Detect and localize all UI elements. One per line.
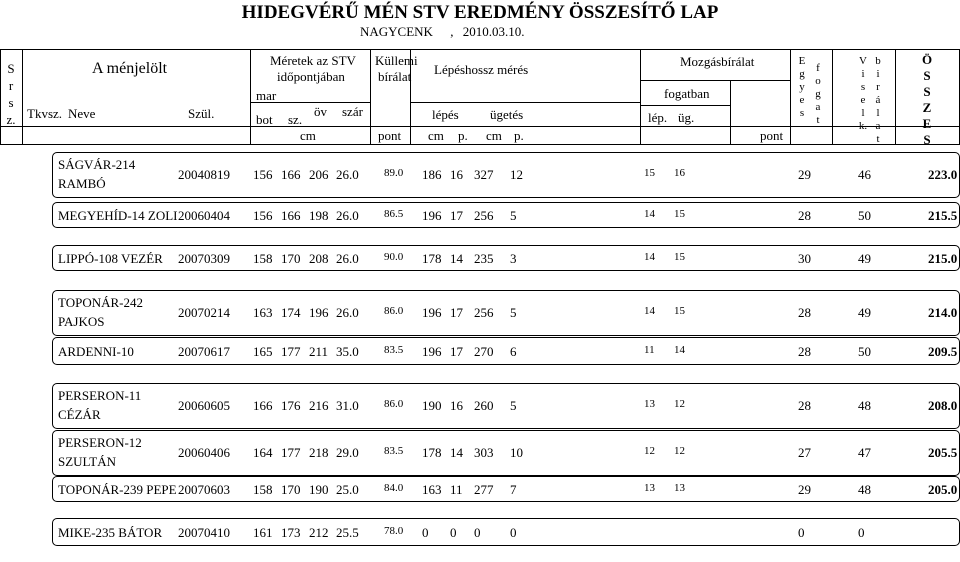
measure-sz-cell: 174 [281, 305, 301, 320]
uget-p-cell: 7 [510, 482, 517, 497]
ug-header: üg. [678, 110, 695, 125]
header-line-lepes [410, 102, 640, 103]
horse-name-2: SZULTÁN [58, 454, 117, 469]
egyes-cell: 29 [798, 167, 811, 182]
lepes-p-cell: 17 [450, 208, 463, 223]
uget-cm-cell: 327 [474, 167, 494, 182]
egyes-letter: g [799, 68, 805, 80]
egyes-cell: 28 [798, 344, 811, 359]
measure-szar-cell: 26.0 [336, 167, 359, 182]
born-cell: 20070617 [178, 344, 230, 359]
mozgas-ug-cell: 12 [674, 398, 685, 410]
visel-cell: 48 [858, 398, 871, 413]
egyes-cell: 0 [798, 525, 805, 540]
serial-letter: z. [6, 112, 16, 127]
mozgas-lep-cell: 13 [644, 482, 655, 494]
mozgas-lep-cell: 14 [644, 251, 655, 263]
born-cell: 20060404 [178, 208, 230, 223]
lepes-cm-cell: 178 [422, 445, 442, 460]
kullem-cell: 83.5 [384, 344, 404, 356]
mozgas-lep-cell: 12 [644, 445, 655, 457]
visel-letter: k. [858, 120, 868, 132]
header-vline [0, 49, 1, 144]
uget-cm-cell: 270 [474, 344, 494, 359]
born-cell: 20070603 [178, 482, 230, 497]
biralat-letter: t [876, 133, 880, 145]
measure-szar-cell: 29.0 [336, 445, 359, 460]
visel-letter: l [861, 107, 865, 119]
fogat-header [812, 62, 824, 127]
mozgas-header: Mozgásbírálat [680, 54, 755, 69]
measure-ov-cell: 208 [309, 251, 329, 266]
header-vline [895, 49, 896, 144]
measure-bot-cell: 164 [253, 445, 273, 460]
measure-sz-cell: 166 [281, 208, 301, 223]
bot-header: bot [256, 112, 273, 127]
horse-name: PERSERON-11 [58, 388, 142, 403]
header-vline [832, 49, 833, 144]
page-title: HIDEGVÉRŰ MÉN STV EREDMÉNY ÖSSZESÍTŐ LAP [241, 2, 719, 23]
szar-header: szár [342, 104, 363, 119]
measure-bot-cell: 156 [253, 167, 273, 182]
visel-letter: e [860, 94, 866, 106]
measure-sz-cell: 176 [281, 398, 301, 413]
table-row [52, 430, 960, 476]
mozgas-lep-cell: 13 [644, 398, 655, 410]
kullemi-pont-unit: pont [378, 128, 402, 143]
header-vline [640, 49, 641, 144]
mozgas-lep-cell: 14 [644, 305, 655, 317]
osszes-letter: Z [922, 100, 932, 115]
egyes-cell: 28 [798, 305, 811, 320]
szul-header: Szül. [188, 106, 215, 121]
biralat-letter: l [876, 107, 880, 119]
egyes-letter: s [799, 107, 805, 119]
mozgas-lep-cell: 15 [644, 167, 655, 179]
egyes-cell: 27 [798, 445, 811, 460]
uget-cm-unit: cm [486, 128, 502, 143]
uget-p-unit: p. [514, 128, 524, 143]
neve-header: Neve [68, 106, 96, 121]
separator: , [450, 24, 454, 39]
osszes-letter: S [923, 132, 931, 147]
horse-name-2: CÉZÁR [58, 407, 101, 422]
lep-header: lép. [648, 110, 668, 125]
uget-p-cell: 10 [510, 445, 523, 460]
kullem-cell: 84.0 [384, 482, 404, 494]
measure-ov-cell: 218 [309, 445, 329, 460]
measure-szar-cell: 26.0 [336, 251, 359, 266]
born-cell: 20070214 [178, 305, 230, 320]
uget-p-cell: 5 [510, 208, 517, 223]
uget-cm-cell: 277 [474, 482, 494, 497]
uget-cm-cell: 303 [474, 445, 494, 460]
lepes-p-cell: 11 [450, 482, 463, 497]
uget-cm-cell: 235 [474, 251, 494, 266]
lepes-cm-cell: 163 [422, 482, 442, 497]
serial-letter: r [8, 78, 14, 93]
uget-p-cell: 6 [510, 344, 517, 359]
egyes-cell: 28 [798, 398, 811, 413]
uget-cm-cell: 0 [474, 525, 481, 540]
osszes-cell: 205.0 [928, 482, 958, 497]
lepes-cm-cell: 196 [422, 305, 442, 320]
header-vline [790, 49, 791, 144]
mozgas-pont-unit: pont [760, 128, 784, 143]
osszes-cell: 205.5 [928, 445, 958, 460]
uget-cm-cell: 256 [474, 305, 494, 320]
visel-cell: 47 [858, 445, 871, 460]
egyes-header [796, 55, 808, 120]
mozgas-ug-cell: 14 [674, 344, 685, 356]
osszes-letter: S [923, 68, 931, 83]
horse-name: TOPONÁR-242 [58, 295, 143, 310]
mozgas-lep-cell: 11 [644, 344, 655, 356]
visel-cell: 0 [858, 525, 865, 540]
measure-szar-cell: 25.5 [336, 525, 359, 540]
osszes-letter: Ö [921, 52, 933, 67]
lepes-cm-cell: 190 [422, 398, 442, 413]
mozgas-ug-cell: 15 [674, 208, 685, 220]
horse-name-2: PAJKOS [58, 314, 105, 329]
mozgas-ug-cell: 13 [674, 482, 685, 494]
header-top-border [0, 49, 960, 50]
visel-cell: 49 [858, 251, 871, 266]
lepes-cm-cell: 186 [422, 167, 442, 182]
visel-cell: 50 [858, 344, 871, 359]
table-row [52, 290, 960, 336]
measure-ov-cell: 198 [309, 208, 329, 223]
candidate-header: A ménjelölt [92, 60, 168, 77]
header-vline [250, 49, 251, 144]
fogat-letter: a [815, 101, 821, 113]
osszes-letter: E [922, 116, 932, 131]
lepes-header: lépés [432, 107, 459, 122]
measure-bot-cell: 161 [253, 525, 273, 540]
event-date: 2010.03.10. [462, 24, 525, 39]
measure-ov-cell: 212 [309, 525, 329, 540]
serial-letter: S [7, 61, 15, 76]
osszes-cell: 208.0 [928, 398, 958, 413]
osszes-header [920, 52, 934, 148]
measure-ov-cell: 190 [309, 482, 329, 497]
osszes-letter: S [923, 84, 931, 99]
table-row [52, 518, 960, 546]
meretek-header: Méretek az STV [270, 53, 356, 68]
header-vline [22, 49, 23, 144]
measure-szar-cell: 35.0 [336, 344, 359, 359]
biralat-letter: b [875, 55, 881, 67]
measure-bot-cell: 163 [253, 305, 273, 320]
horse-name: ARDENNI-10 [58, 344, 134, 359]
egyes-letter: E [798, 55, 806, 67]
horse-name: PERSERON-12 [58, 435, 142, 450]
location: NAGYCENK [360, 24, 433, 39]
mozgas-ug-cell: 15 [674, 251, 685, 263]
uget-p-cell: 5 [510, 398, 517, 413]
visel-letter: V [859, 55, 867, 67]
egyes-cell: 29 [798, 482, 811, 497]
meretek-header-2: időpontjában [277, 69, 345, 84]
kullem-cell: 86.0 [384, 305, 404, 317]
kullemi-header-2: bírálat [378, 69, 412, 84]
kullem-cell: 89.0 [384, 167, 404, 179]
osszes-cell: 209.5 [928, 344, 958, 359]
visel-header [857, 55, 869, 133]
mar-header: mar [256, 88, 277, 103]
osszes-cell: 215.5 [928, 208, 958, 223]
osszes-cell: 215.0 [928, 251, 958, 266]
measure-bot-cell: 158 [253, 251, 273, 266]
cm-unit: cm [300, 128, 316, 143]
ov-header: öv [314, 104, 327, 119]
biralat-letter: r [876, 81, 880, 93]
egyes-letter: e [799, 94, 805, 106]
kullem-cell: 83.5 [384, 445, 404, 457]
fogat-letter: g [815, 88, 821, 100]
serial-letter: s [8, 95, 14, 110]
measure-bot-cell: 156 [253, 208, 273, 223]
kullem-cell: 86.0 [384, 398, 404, 410]
measure-ov-cell: 211 [309, 344, 329, 359]
measure-szar-cell: 26.0 [336, 305, 359, 320]
born-cell: 20040819 [178, 167, 230, 182]
header-vline [730, 80, 731, 144]
measure-bot-cell: 165 [253, 344, 273, 359]
biralat-header [872, 55, 884, 146]
mozgas-lep-cell: 14 [644, 208, 655, 220]
measure-sz-cell: 173 [281, 525, 301, 540]
biralat-letter: á [875, 94, 881, 106]
lepes-p-cell: 14 [450, 445, 463, 460]
table-row [52, 152, 960, 198]
born-cell: 20070410 [178, 525, 230, 540]
visel-cell: 48 [858, 482, 871, 497]
table-row [52, 383, 960, 429]
fogat-letter: o [815, 75, 821, 87]
mozgas-ug-cell: 16 [674, 167, 685, 179]
uget-cm-cell: 260 [474, 398, 494, 413]
measure-bot-cell: 166 [253, 398, 273, 413]
lepes-p-cell: 17 [450, 344, 463, 359]
header-line-mozgas [640, 80, 790, 81]
born-cell: 20070309 [178, 251, 230, 266]
lepes-cm-cell: 196 [422, 208, 442, 223]
measure-ov-cell: 206 [309, 167, 329, 182]
horse-name: MIKE-235 BÁTOR [58, 525, 163, 540]
header-bottom-border [0, 144, 960, 145]
lepes-p-cell: 17 [450, 305, 463, 320]
table-row [52, 337, 960, 365]
visel-letter: s [860, 81, 866, 93]
measure-sz-cell: 170 [281, 251, 301, 266]
lepes-p-cell: 14 [450, 251, 463, 266]
measure-bot-cell: 158 [253, 482, 273, 497]
kullemi-header: Küllemi [375, 53, 418, 68]
biralat-letter: i [876, 68, 880, 80]
measure-sz-cell: 177 [281, 344, 301, 359]
measure-sz-cell: 177 [281, 445, 301, 460]
fogat-letter: t [816, 114, 820, 126]
lepes-cm-unit: cm [428, 128, 444, 143]
kullem-cell: 86.5 [384, 208, 404, 220]
measure-szar-cell: 25.0 [336, 482, 359, 497]
uget-p-cell: 3 [510, 251, 517, 266]
uget-p-cell: 12 [510, 167, 523, 182]
lepes-p-cell: 0 [450, 525, 457, 540]
egyes-cell: 28 [798, 208, 811, 223]
visel-cell: 46 [858, 167, 871, 182]
tkvsz-header: Tkvsz. [27, 106, 63, 121]
table-row [52, 245, 960, 271]
egyes-cell: 30 [798, 251, 811, 266]
lepes-p-cell: 16 [450, 167, 463, 182]
table-row [52, 202, 960, 228]
born-cell: 20060406 [178, 445, 230, 460]
kullem-cell: 90.0 [384, 251, 404, 263]
fogat-letter: f [816, 62, 820, 74]
uget-p-cell: 5 [510, 305, 517, 320]
horse-name: MEGYEHÍD-14 ZOLI [58, 208, 178, 223]
table-row [52, 476, 960, 502]
header-line-fogatban [640, 105, 730, 106]
fogatban-header: fogatban [664, 86, 710, 101]
lepes-p-cell: 16 [450, 398, 463, 413]
measure-ov-cell: 216 [309, 398, 329, 413]
visel-letter: i [861, 68, 865, 80]
horse-name-2: RAMBÓ [58, 176, 106, 191]
kullem-cell: 78.0 [384, 525, 404, 537]
visel-cell: 50 [858, 208, 871, 223]
header-vline [370, 49, 371, 144]
osszes-cell: 223.0 [928, 167, 958, 182]
lepes-cm-cell: 0 [422, 525, 429, 540]
uget-p-cell: 0 [510, 525, 517, 540]
measure-sz-cell: 166 [281, 167, 301, 182]
lepeshossz-header: Lépéshossz mérés [434, 62, 529, 77]
osszes-cell: 214.0 [928, 305, 958, 320]
horse-name: TOPONÁR-239 PEPE [58, 482, 177, 497]
measure-ov-cell: 196 [309, 305, 329, 320]
horse-name: SÁGVÁR-214 [58, 157, 136, 172]
lepes-cm-cell: 196 [422, 344, 442, 359]
egyes-letter: y [799, 81, 805, 93]
lepes-p-unit: p. [458, 128, 468, 143]
measure-szar-cell: 31.0 [336, 398, 359, 413]
lepes-cm-cell: 178 [422, 251, 442, 266]
visel-cell: 49 [858, 305, 871, 320]
mozgas-ug-cell: 15 [674, 305, 685, 317]
page-subtitle [360, 24, 524, 40]
sz-header: sz. [288, 112, 303, 127]
born-cell: 20060605 [178, 398, 230, 413]
uget-cm-cell: 256 [474, 208, 494, 223]
biralat-letter: a [875, 120, 881, 132]
measure-szar-cell: 26.0 [336, 208, 359, 223]
horse-name: LIPPÓ-108 VEZÉR [58, 251, 163, 266]
measure-sz-cell: 170 [281, 482, 301, 497]
ugetes-header: ügetés [490, 107, 524, 122]
mozgas-ug-cell: 12 [674, 445, 685, 457]
serial-header [5, 60, 17, 128]
